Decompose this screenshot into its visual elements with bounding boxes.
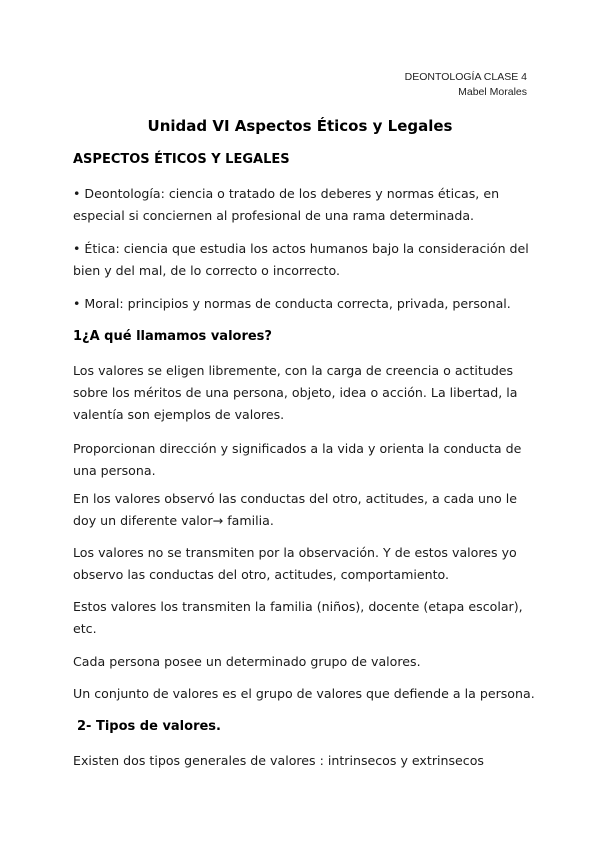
header-author: Mabel Morales <box>458 86 527 98</box>
bullet-etica: • Ética: ciencia que estudia los actos humanos bajo la consideración del bien y del mal, de lo correcto o incorrecto. <box>73 241 529 278</box>
paragraph-valores-1: Los valores se eligen libremente, con la carga de creencia o actitudes sobre los méritos de una persona, objeto, idea o acción. La libertad, la valentía son ejemplos de valores. <box>73 363 518 422</box>
paragraph-valores-4: Los valores no se transmiten por la observación. Y de estos valores yo observo las conductas del otro, actitudes, comportamiento. <box>73 545 517 582</box>
paragraph-valores-2: Proporcionan dirección y significados a la vida y orienta la conducta de una persona. <box>73 441 522 478</box>
section-heading-aspectos: ASPECTOS ÉTICOS Y LEGALES <box>73 152 290 167</box>
page-header <box>405 70 527 100</box>
header-course: DEONTOLOGÍA CLASE 4 <box>404 71 527 83</box>
document-title: Unidad VI Aspectos Éticos y Legales <box>147 117 453 135</box>
bullet-deontologia: • Deontología: ciencia o tratado de los deberes y normas éticas, en especial si conciernen al profesional de una rama determinada. <box>73 186 500 223</box>
paragraph-valores-3: En los valores observó las conductas del otro, actitudes, a cada uno le doy un diferente valor→ familia. <box>73 491 517 528</box>
paragraph-valores-6: Cada persona posee un determinado grupo de valores. <box>73 654 421 669</box>
section-heading-tipos: 2- Tipos de valores. <box>77 719 221 734</box>
paragraph-tipos-1: Existen dos tipos generales de valores : intrinsecos y extrinsecos <box>73 753 484 768</box>
paragraph-valores-5: Estos valores los transmiten la familia (niños), docente (etapa escolar), etc. <box>73 599 523 636</box>
paragraph-valores-7: Un conjunto de valores es el grupo de valores que defiende a la persona. <box>73 686 535 701</box>
section-heading-valores: 1¿A qué llamamos valores? <box>73 329 272 344</box>
bullet-moral: • Moral: principios y normas de conducta correcta, privada, personal. <box>73 296 511 311</box>
